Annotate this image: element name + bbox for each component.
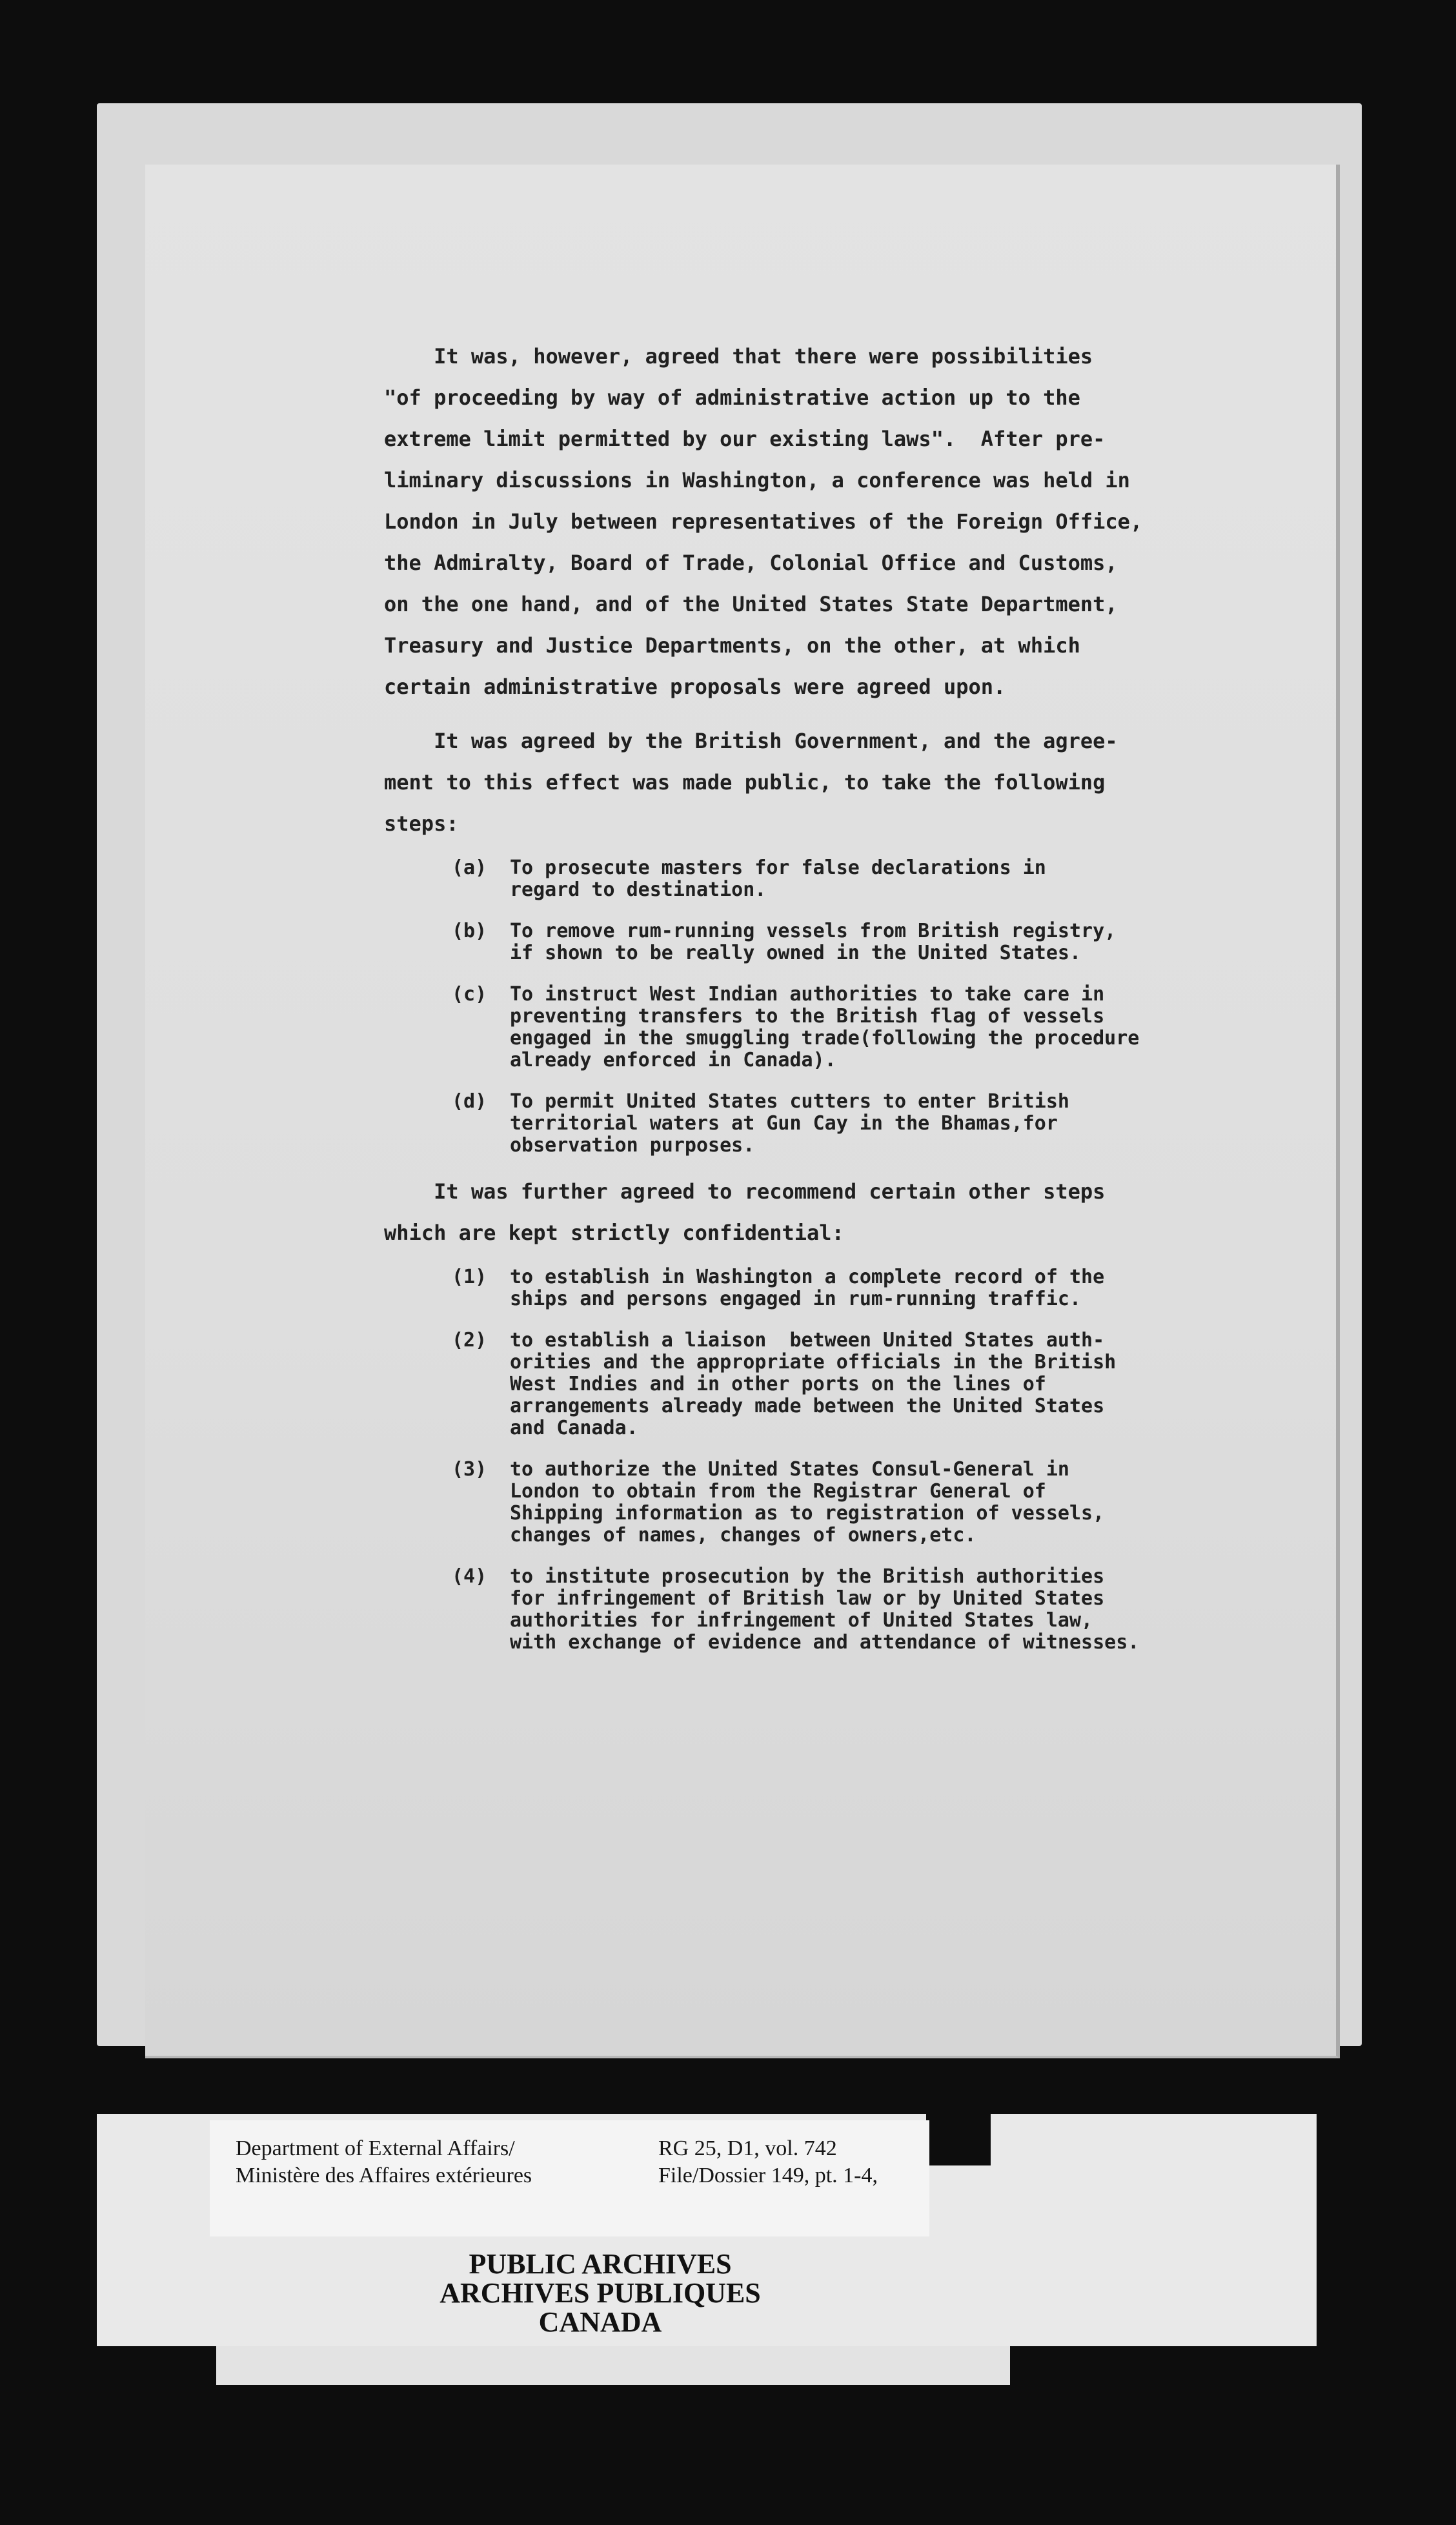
item-text: To permit United States cutters to enter British territorial waters at Gun Cay in the Bhamas,for observation purposes. — [510, 1090, 1069, 1157]
item-text: To remove rum-running vessels from British registry, if shown to be really owned in the United States. — [510, 920, 1117, 964]
item-text: To prosecute masters for false declarations in regard to destination. — [510, 857, 1046, 901]
list-item — [452, 1459, 1300, 1546]
list-item — [452, 1330, 1300, 1439]
list-item — [452, 1266, 1300, 1310]
item-text: To instruct West Indian authorities to take care in preventing transfers to the British flag of vessels engaged in the smuggling trade(following the procedure already enforced in Canada). — [510, 983, 1140, 1071]
list-item — [452, 984, 1300, 1071]
item-label: (d) — [452, 1090, 487, 1113]
file-reference: File/Dossier 149, pt. 1-4, — [658, 2164, 878, 2187]
item-label: (1) — [452, 1266, 487, 1288]
item-label: (a) — [452, 857, 487, 879]
record-group-reference: RG 25, D1, vol. 742 — [658, 2136, 837, 2160]
item-label: (4) — [452, 1565, 487, 1588]
department-french: Ministère des Affaires extérieures — [236, 2164, 532, 2187]
list-item — [452, 1566, 1300, 1654]
item-label: (b) — [452, 920, 487, 942]
paragraph-agreement: It was agreed by the British Government, and the agree- ment to this effect was made public, to take the following steps: — [384, 729, 1118, 836]
archive-stamp-line-3: CANADA — [538, 2306, 662, 2338]
archive-stamp-line-2: ARCHIVES PUBLIQUES — [440, 2277, 761, 2309]
list-item — [452, 920, 1300, 964]
label-notch — [926, 2114, 991, 2165]
paragraph-confidential: It was further agreed to recommend certain other steps which are kept strictly confidential: — [384, 1179, 1106, 1245]
list-item — [452, 857, 1300, 901]
archive-label-tab — [216, 2346, 1010, 2385]
memo-body — [384, 336, 1300, 1654]
item-label: (2) — [452, 1329, 487, 1352]
item-text: to authorize the United States Consul-General in London to obtain from the Registrar General of Shipping information as to registration of vessels, changes of names, changes of owners,etc. — [510, 1458, 1105, 1546]
confidential-list — [384, 1266, 1300, 1654]
department-english: Department of External Affairs/ — [236, 2136, 515, 2160]
item-label: (c) — [452, 983, 487, 1006]
paragraph-conference: It was, however, agreed that there were possibilities "of proceeding by way of administrative action up to the extreme limit permitted by our existing laws". After pre- liminary discussions in Washington, a conference was held in London in July between representatives of the Foreign Office, the Admiralty, Board of Trade, Colonial Office and Customs, on the one hand, and of the United States State Department, Treasury and Justice Departments, on the other, at which certain administrative proposals were agreed upon. — [384, 344, 1143, 699]
list-item — [452, 1091, 1300, 1157]
item-text: to establish in Washington a complete record of the ships and persons engaged in rum-running traffic. — [510, 1266, 1105, 1310]
archive-stamp-line-1: PUBLIC ARCHIVES — [469, 2248, 732, 2280]
steps-list — [384, 857, 1300, 1157]
item-label: (3) — [452, 1458, 487, 1481]
item-text: to institute prosecution by the British authorities for infringement of British law or by United States authorities for infringement of United States law, with exchange of evidence and attendance of witnesses. — [510, 1565, 1140, 1654]
item-text: to establish a liaison between United States auth- orities and the appropriate officials in the British West Indies and in other ports on the lines of arrangements already made between the United States and Canada. — [510, 1329, 1117, 1439]
